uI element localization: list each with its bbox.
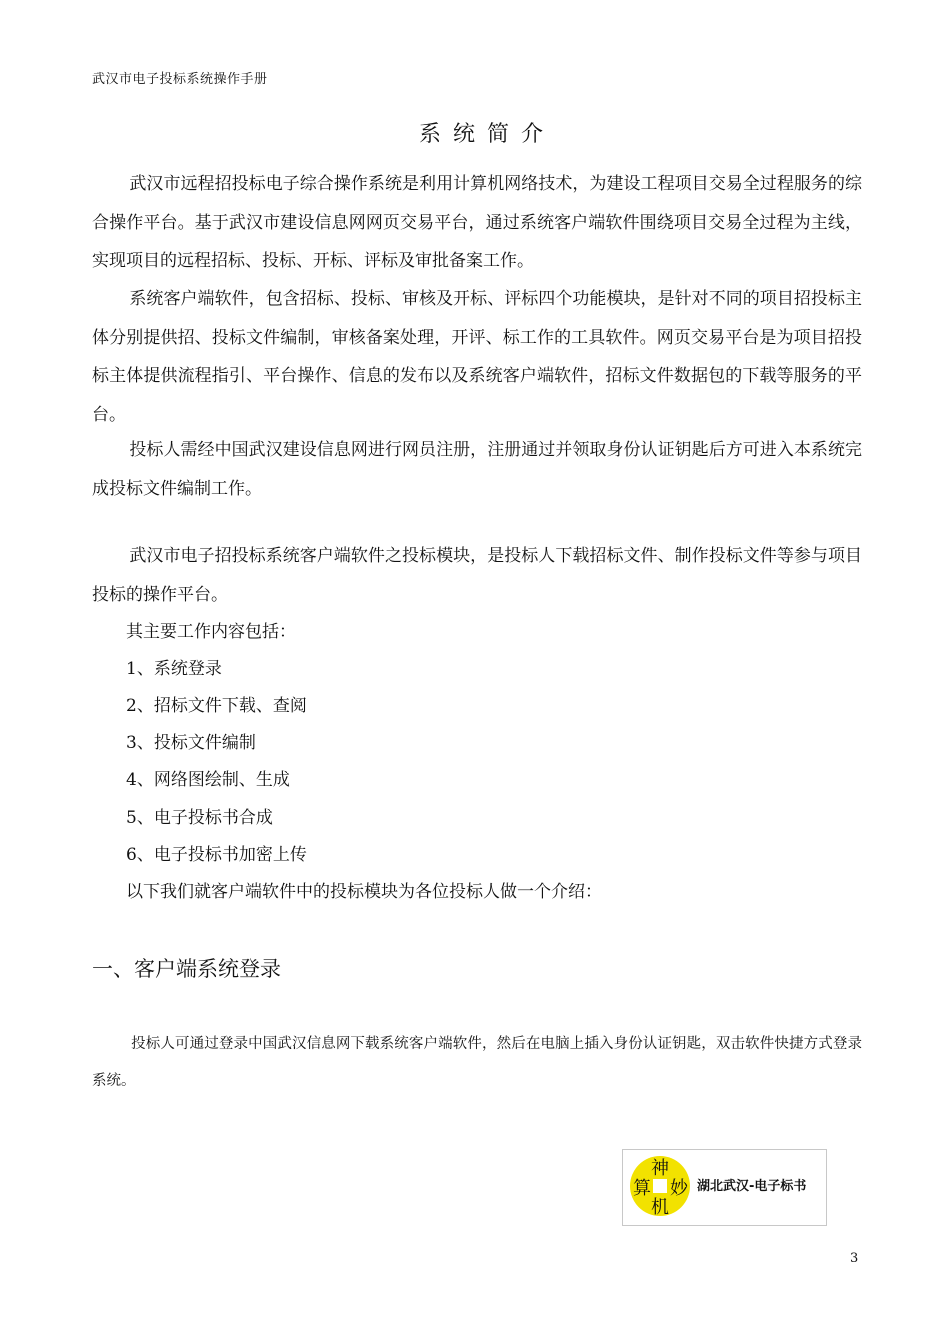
svg-text:算: 算	[633, 1178, 651, 1199]
intro-paragraph-4: 武汉市电子招投标系统客户端软件之投标模块，是投标人下载招标文件、制作投标文件等参与项目投标的操作平台。	[92, 546, 862, 605]
login-paragraph: 投标人可通过登录中国武汉信息网下载系统客户端软件，然后在电脑上插入身份认证钥匙，双击软件快捷方式登录系统。	[92, 1036, 862, 1089]
intro-paragraph-1: 武汉市远程招投标电子综合操作系统是利用计算机网络技术，为建设工程项目交易全过程服务的综合操作平台。基于武汉市建设信息网网页交易平台，通过系统客户端软件围绕项目交易全过程为主线，实现项目的远程招标、投标、开标、评标及审批备案工作。	[92, 174, 862, 271]
running-header: 武汉市电子投标系统操作手册	[92, 72, 268, 87]
work-item-3: 3、投标文件编制	[126, 733, 256, 753]
logo-mark-icon	[629, 1155, 691, 1217]
svg-text:神: 神	[651, 1158, 669, 1179]
svg-text:机: 机	[651, 1197, 669, 1217]
page-number: 3	[850, 1251, 859, 1266]
work-item-2: 2、招标文件下载、查阅	[126, 696, 307, 716]
intro-paragraph-3: 投标人需经中国武汉建设信息网进行网员注册，注册通过并领取身份认证钥匙后方可进入本系统完成投标文件编制工作。	[92, 440, 862, 499]
work-item-1: 1、系统登录	[126, 659, 222, 679]
intro-paragraph-2: 系统客户端软件，包含招标、投标、审核及开标、评标四个功能模块，是针对不同的项目招投标主体分别提供招、投标文件编制，审核备案处理，开评、标工作的工具软件。网页交易平台是为项目招投标主体提供流程指引、平台操作、信息的发布以及系统客户端软件，招标文件数据包的下载等服务的平台。	[92, 289, 862, 425]
work-intro-line: 其主要工作内容包括：	[126, 622, 296, 642]
logo-text: 湖北武汉-电子标书	[697, 1179, 807, 1194]
work-item-6: 6、电子投标书加密上传	[126, 845, 307, 865]
svg-text:妙: 妙	[670, 1178, 688, 1199]
work-item-4: 4、网络图绘制、生成	[126, 770, 290, 790]
software-logo-image	[622, 1149, 827, 1226]
work-item-5: 5、电子投标书合成	[126, 808, 273, 828]
page-title: 系统简介	[418, 122, 555, 147]
section-heading: 一、客户端系统登录	[92, 957, 281, 981]
closing-line: 以下我们就客户端软件中的投标模块为各位投标人做一个介绍：	[126, 882, 602, 902]
